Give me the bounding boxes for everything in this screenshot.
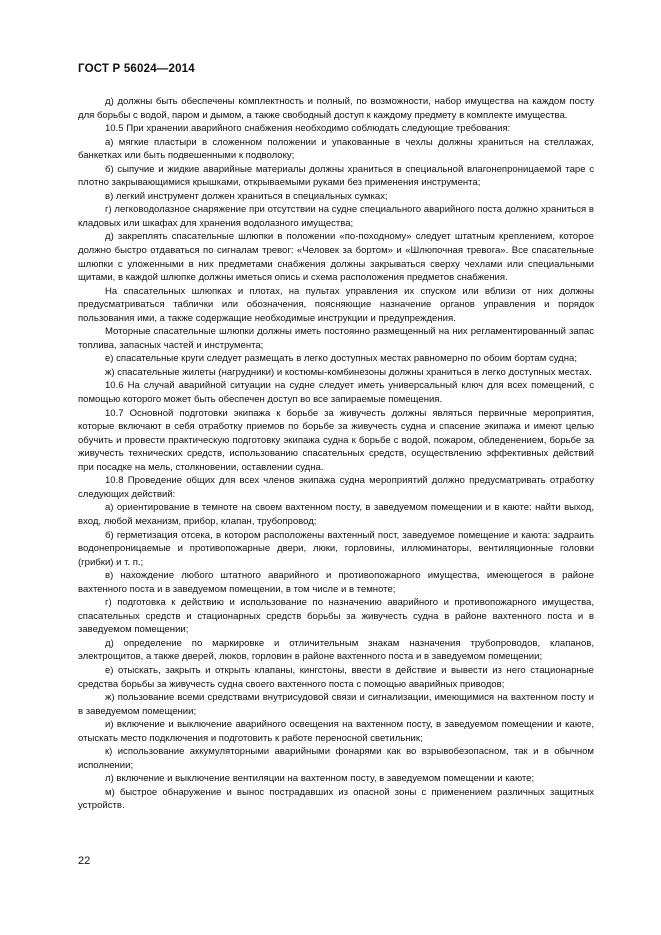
- document-header: ГОСТ Р 56024—2014: [78, 63, 195, 75]
- paragraph: в) легкий инструмент должен храниться в специальных сумках;: [105, 190, 388, 202]
- paragraph: б) герметизация отсека, в котором расположены вахтенный пост, заведуемое помещение и каюта: задраить водонепроницаемые и противопожарные двери, люки, горловины, иллюминаторы, вентиляционные головки (грибки) и т. п.;: [78, 529, 594, 568]
- paragraph: 10.7 Основной подготовки экипажа к борьбе за живучесть должны являться первичные мероприятия, которые включают в себя отработку приемов по борьбе за живучесть судна и спасение экипажа и имеют целью обучить и провести практическую подготовку экипажа судна к борьбе с водой, пожаром, обледенением, борьбе за живучесть технических средств, использованию спасательных средств, осуществлению эффективных действий при посадке на мель, столкновении, оставлении судна.: [78, 407, 594, 473]
- paragraph: а) ориентирование в темноте на своем вахтенном посту, в заведуемом помещении и в каюте: найти выход, вход, любой механизм, прибор, клапан, трубопровод;: [78, 502, 594, 527]
- paragraph: е) спасательные круги следует размещать в легко доступных местах равномерно по обоим бортам судна;: [105, 353, 577, 365]
- document-body: [78, 95, 594, 813]
- paragraph: 10.5 При хранении аварийного снабжения необходимо соблюдать следующие требования:: [105, 123, 511, 135]
- paragraph: е) отыскать, закрыть и открыть клапаны, кингстоны, ввести в действие и вывести из него стационарные средства борьбы за живучесть судна своего вахтенного поста с помощью аварийных приводов;: [78, 664, 594, 690]
- paragraph: а) мягкие пластыри в сложенном положении и упакованные в чехлы должны храниться на стеллажах, банкетках или быть подвешенными к подволоку;: [78, 136, 594, 162]
- paragraph: л) включение и выключение вентиляции на вахтенном посту, в заведуемом помещении и каюте;: [105, 773, 535, 785]
- paragraph: На спасательных шлюпках и плотах, на пультах управления их спуском или вблизи от них должны предусматриваться таблички или обозначения, поясняющие назначение органов управления и порядок пользования ими, а также содержащие необходимые инструкции и предупреждения.: [78, 285, 594, 324]
- paragraph: 10.8 Проведение общих для всех членов экипажа судна мероприятий должно предусматривать отработку следующих действий:: [78, 475, 594, 500]
- paragraph: м) быстрое обнаружение и вынос пострадавших из опасной зоны с применением различных защитных устройств.: [78, 786, 594, 812]
- paragraph: 10.6 На случай аварийной ситуации на судне следует иметь универсальный ключ для всех помещений, с помощью которого может быть обеспечен доступ во все запираемые помещения.: [78, 380, 594, 406]
- paragraph: д) закреплять спасательные шлюпки в положении «по-походному» следует штатным креплением, которое должно быстро отдаваться по сигналам тревог: «Человек за бортом» и «Шлюпочная тревога». Все спасательные шлюпки с уложенными в них предметами снабжения должны закрываться сверху чехлами или специальными щитами, в каждой шлюпке должны иметься опись и схема расположения предметов снабжения.: [78, 231, 594, 284]
- paragraph: г) легководолазное снаряжение при отсутствии на судне специального аварийного поста должно храниться в кладовых или шкафах для хранения водолазного имущества;: [78, 204, 594, 229]
- paragraph: ж) спасательные жилеты (нагрудники) и костюмы-комбинезоны должны храниться в легко доступных местах.: [105, 366, 592, 378]
- paragraph: г) подготовка к действию и использование по назначению аварийного и противопожарного имущества, спасательных средств и стационарных средств борьбы за живучесть судна в районе вахтенного поста и в заведуемом помещении;: [78, 597, 594, 636]
- paragraph: б) сыпучие и жидкие аварийные материалы должны храниться в специальной влагонепроницаемой таре с плотно закрывающимися крышками, открываемыми руками без применения инструмента;: [78, 163, 594, 189]
- paragraph: Моторные спасательные шлюпки должны иметь постоянно размещенный на них регламентированный запас топлива, запасных частей и инструмента;: [78, 326, 594, 351]
- paragraph: д) определение по маркировке и отличительным знакам назначения трубопроводов, клапанов, электрощитов, а также дверей, люков, горловин в районе вахтенного поста и в заведуемом помещении;: [78, 637, 594, 663]
- paragraph: к) использование аккумуляторными аварийными фонарями как во взрывобезопасном, так и в обычном исполнении;: [78, 746, 594, 771]
- paragraph: д) должны быть обеспечены комплектность и полный, по возможности, набор имущества на каждом посту для борьбы с водой, паром и дымом, а также свободный доступ к каждому предмету в комплекте имущества.: [78, 96, 594, 121]
- paragraph: и) включение и выключение аварийного освещения на вахтенном посту, в заведуемом помещении и каюте, отыскать место подключения и подготовить к работе переносной светильник;: [78, 719, 594, 744]
- paragraph: в) нахождение любого штатного аварийного и противопожарного имущества, имеющегося в районе вахтенного поста и в заведуемом помещении, в том числе и в темноте;: [78, 570, 594, 595]
- page-number: 22: [78, 855, 91, 867]
- paragraph: ж) пользование всеми средствами внутрисудовой связи и сигнализации, имеющимися на вахтенном посту и в заведуемом помещении;: [78, 692, 594, 717]
